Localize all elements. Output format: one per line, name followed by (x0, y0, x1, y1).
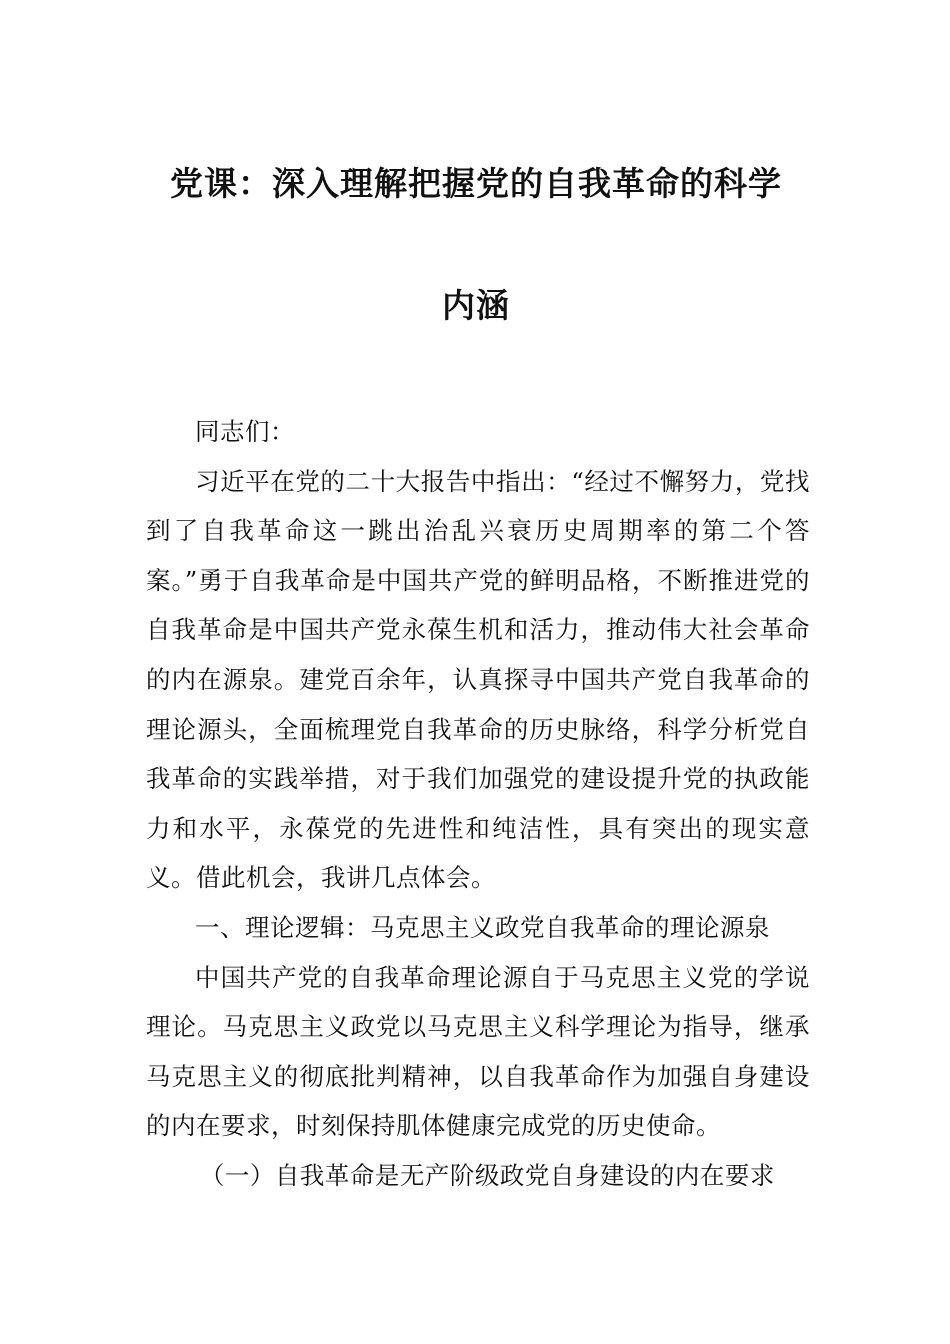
subsection-heading-1: （一）自我革命是无产阶级政党自身建设的内在要求 (199, 1160, 775, 1190)
section-heading-1: 一、理论逻辑：马克思主义政党自我革命的理论源泉 (195, 912, 770, 942)
document-title-line-2: 内涵 (442, 286, 510, 325)
paragraph-section-1: 中国共产党的自我革命理论源自于马克思主义党的学说理论。马克思主义政党以马克思主义科学理论为指导，继承马克思主义的彻底批判精神，以自我革命作为加强自身建设的内在要求，时刻保持肌体健康完成党的历史使命。 (146, 962, 810, 1141)
paragraph-intro: 习近平在党的二十大报告中指出：“经过不懈努力，党找到了自我革命这一跳出治乱兴衰历史周期率的第二个答案。”勇于自我革命是中国共产党的鲜明品格，不断推进党的自我革命是中国共产党永葆生机和活力，推动伟大社会革命的内在源泉。建党百余年，认真探寻中国共产党自我革命的理论源头，全面梳理党自我革命的历史脉络，科学分析党自我革命的实践举措，对于我们加强党的建设提升党的执政能力和水平，永葆党的先进性和纯洁性，具有突出的现实意义。借此机会，我讲几点体会。 (146, 466, 810, 893)
salutation: 同志们： (195, 417, 295, 446)
document-title-line-1: 党课：深入理解把握党的自我革命的科学 (170, 164, 782, 203)
document-body (146, 407, 810, 1201)
